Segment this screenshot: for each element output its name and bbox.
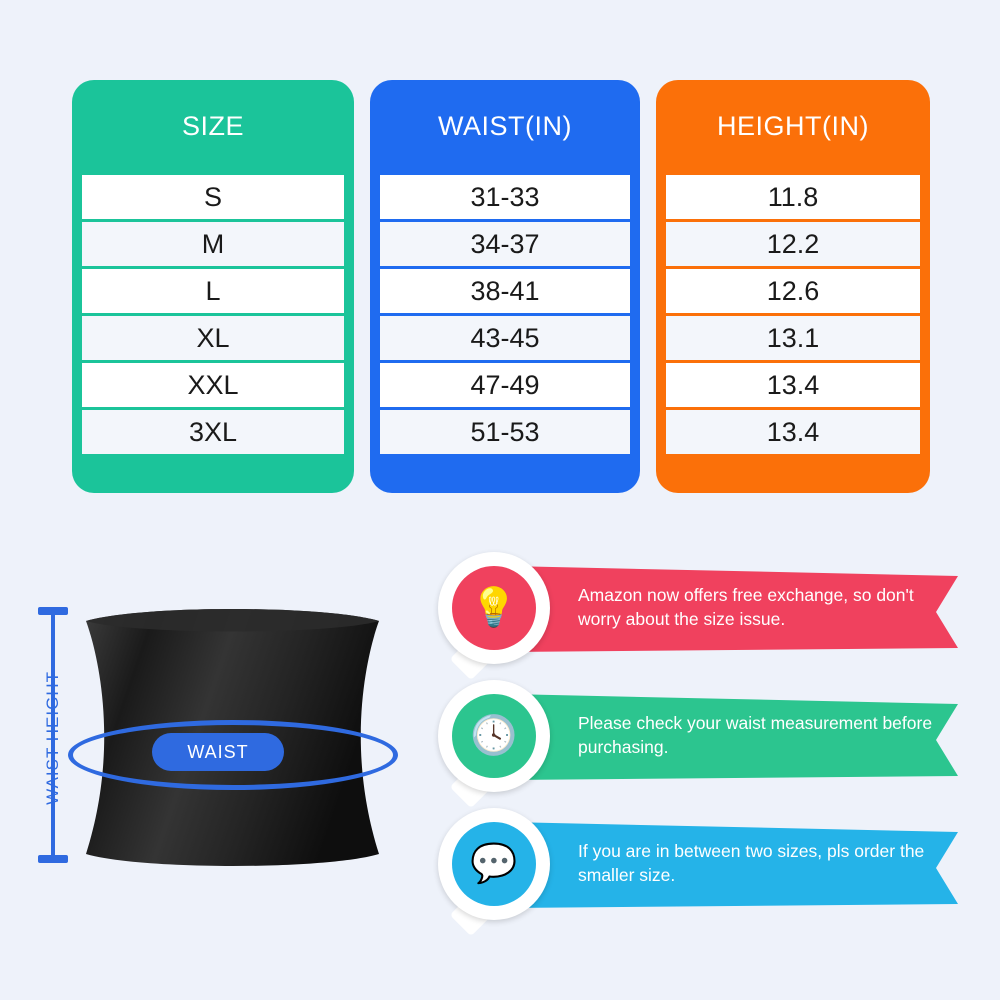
size-chart-table [72,80,930,493]
table-cell: 47-49 [380,363,630,407]
size-column [72,80,354,493]
table-cell: 34-37 [380,222,630,266]
note-item [438,552,958,680]
lightbulb-icon-glyph: 💡 [470,587,518,629]
lightbulb-icon [452,566,536,650]
table-cell: L [82,269,344,313]
table-cell: 13.4 [666,363,920,407]
table-cell: 13.1 [666,316,920,360]
height-column-body [656,175,930,493]
table-cell: XXL [82,363,344,407]
chat-bubble-icon-glyph: 💬 [470,843,518,885]
waist-height-label-text: WAIST HEIGHT [43,671,62,805]
height-column [656,80,930,493]
table-cell: XL [82,316,344,360]
table-cell: 13.4 [666,410,920,454]
note-badge [438,552,550,664]
table-cell: 12.6 [666,269,920,313]
table-cell: 38-41 [380,269,630,313]
height-column-header: HEIGHT(IN) [717,110,869,141]
table-cell: 11.8 [666,175,920,219]
waist-height-label [30,613,76,863]
table-cell: 3XL [82,410,344,454]
waist-column-body [370,175,640,493]
note-text: If you are in between two sizes, pls order the smaller size. [578,841,925,885]
table-cell: S [82,175,344,219]
table-cell: 51-53 [380,410,630,454]
note-item [438,680,958,808]
table-cell: 31-33 [380,175,630,219]
note-text: Amazon now offers free exchange, so don't worry about the size issue. [578,585,914,629]
size-column-body [72,175,354,493]
table-cell: 12.2 [666,222,920,266]
chat-bubble-icon [452,822,536,906]
clock-icon [452,694,536,778]
note-badge [438,808,550,920]
table-cell: 43-45 [380,316,630,360]
waist-column [370,80,640,493]
size-column-header: SIZE [181,110,244,141]
note-text: Please check your waist measurement before purchasing. [578,713,933,757]
clock-icon-glyph: 🕓 [470,715,518,757]
note-item [438,808,958,936]
note-badge [438,680,550,792]
product-measurement-diagram [20,555,440,975]
table-cell: M [82,222,344,266]
waist-column-header: WAIST(IN) [438,110,572,141]
notes-list [438,552,958,936]
waist-label: WAIST [152,733,284,771]
